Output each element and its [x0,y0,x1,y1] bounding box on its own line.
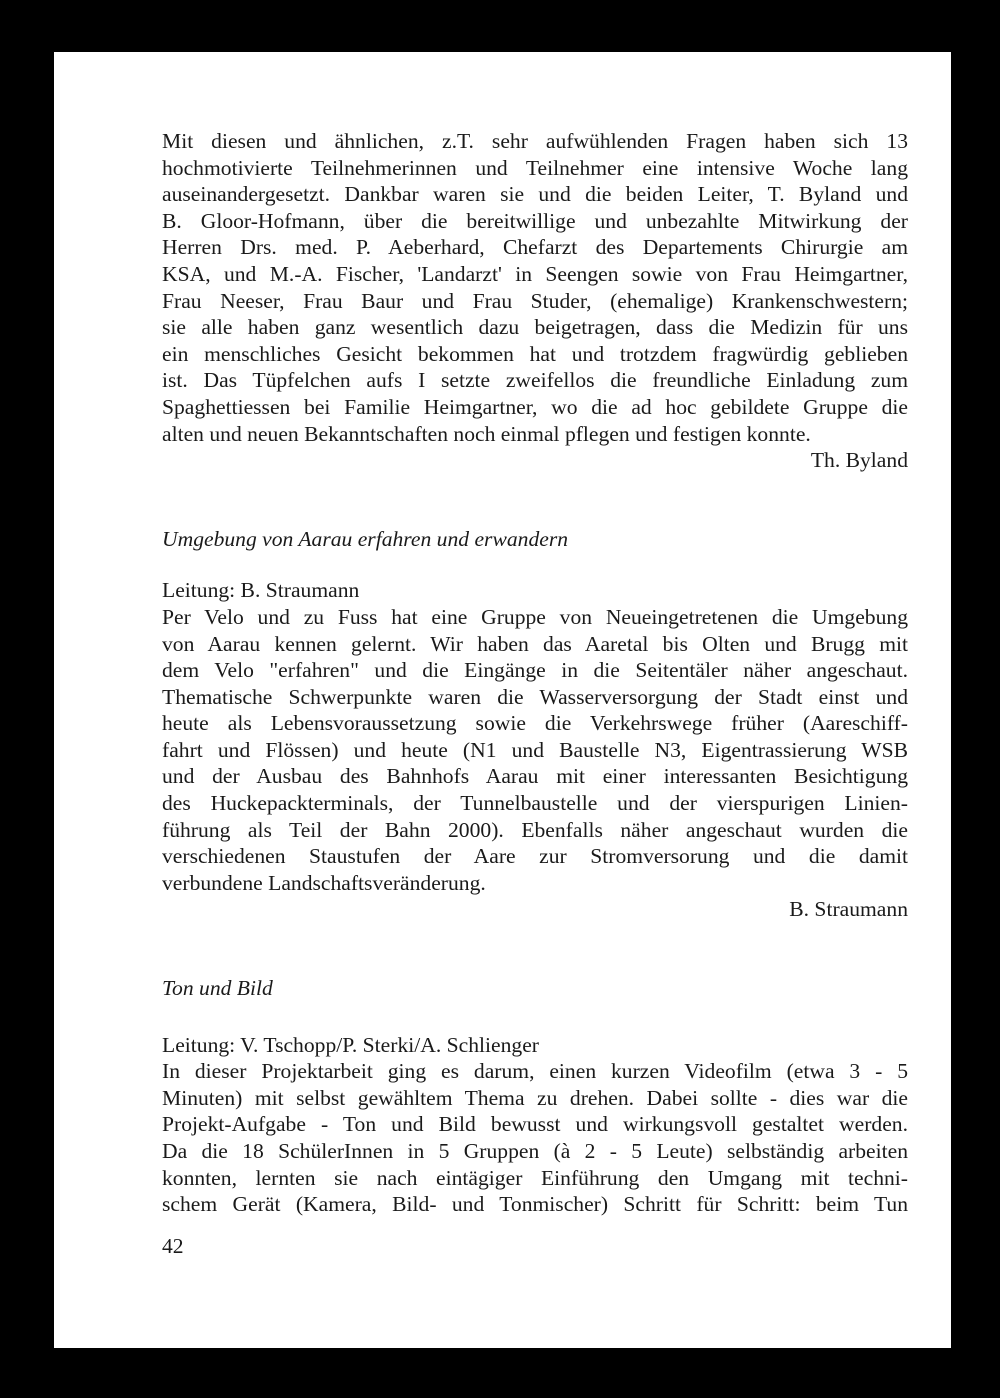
text-line: konnten, lernten sie nach eintägiger Einführung den Umgang mit techni- [162,1165,908,1190]
page-content [162,128,908,1218]
text-line: heute als Lebensvoraussetzung sowie die Verkehrswege früher (Aareschiff- [162,711,908,736]
text-line: In dieser Projektarbeit ging es darum, einen kurzen Videofilm (etwa 3 - 5 [162,1059,908,1084]
text-line: fahrt und Flössen) und heute (N1 und Baustelle N3, Eigentrassierung WSB [162,737,908,762]
text-line: schem Gerät (Kamera, Bild- und Tonmischer) Schritt für Schritt: beim Tun [162,1192,908,1217]
text-line: Thematische Schwerpunkte waren die Wasserversorgung der Stadt einst und [162,684,908,709]
text-line: B. Gloor-Hofmann, über die bereitwillige und unbezahlte Mitwirkung der [162,208,908,233]
signature-byland: Th. Byland [810,448,908,473]
text-line: ein menschliches Gesicht bekommen hat und trotzdem fragwürdig geblieben [162,341,908,366]
text-line: Spaghettiessen bei Familie Heimgartner, wo die ad hoc gebildete Gruppe die [162,394,908,419]
section-heading-umgebung: Umgebung von Aarau erfahren und erwandern [162,526,569,551]
text-line: Da die 18 SchülerInnen in 5 Gruppen (à 2 - 5 Leute) selbständig arbeiten [162,1139,908,1163]
text-line: hochmotivierte Teilnehmerinnen und Teilnehmer eine intensive Woche lang [162,155,908,180]
text-line: ist. Das Tüpfelchen aufs I setzte zweifellos die freundliche Einladung zum [162,368,908,393]
text-line: Projekt-Aufgabe - Ton und Bild bewusst und wirkungsvoll gestaltet werden. [162,1112,908,1137]
text-line: dem Velo "erfahren" und die Eingänge in die Seitentäler näher angeschaut. [162,658,908,683]
text-line: verschiedenen Staustufen der Aare zur Stromversorung und die damit [162,844,908,869]
text-line: und der Ausbau des Bahnhofs Aarau mit einer interessanten Besichtigung [162,764,908,789]
leitung-line: Leitung: V. Tschopp/P. Sterki/A. Schlienger [162,1032,539,1057]
section-umgebung [162,526,908,923]
signature-straumann: B. Straumann [789,897,908,922]
section-heading-ton-und-bild: Ton und Bild [162,976,273,1001]
section-umgebung-body [162,604,908,897]
section-ton-und-bild-body [162,1058,908,1218]
text-line: führung als Teil der Bahn 2000). Ebenfalls näher angeschaut wurden die [162,817,908,842]
section-medizin [162,128,908,474]
document-page [54,52,951,1348]
text-line: Minuten) mit selbst gewähltem Thema zu drehen. Dabei sollte - dies war die [162,1085,908,1110]
section-ton-und-bild [162,975,908,1218]
text-line: Per Velo und zu Fuss hat eine Gruppe von Neueingetretenen die Umgebung [162,604,908,629]
text-line: Frau Neeser, Frau Baur und Frau Studer, (ehemalige) Krankenschwestern; [162,288,908,313]
text-line: auseinandergesetzt. Dankbar waren sie und die beiden Leiter, T. Byland und [162,182,908,207]
section-medizin-body [162,128,908,447]
page-number: 42 [162,1234,184,1258]
text-line: verbundene Landschaftsveränderung. [162,870,486,895]
text-line: Herren Drs. med. P. Aeberhard, Chefarzt des Departements Chirurgie am [162,235,908,260]
text-line: alten und neuen Bekanntschaften noch einmal pflegen und festigen konnte. [162,421,811,446]
text-line: von Aarau kennen gelernt. Wir haben das Aaretal bis Olten und Brugg mit [162,631,908,656]
text-line: des Huckepackterminals, der Tunnelbaustelle und der vierspurigen Linien- [162,791,908,816]
text-line: KSA, und M.-A. Fischer, 'Landarzt' in Seengen sowie von Frau Heimgartner, [162,261,908,286]
leitung-line: Leitung: B. Straumann [162,578,360,603]
text-line: sie alle haben ganz wesentlich dazu beigetragen, dass die Medizin für uns [162,315,908,340]
text-line: Mit diesen und ähnlichen, z.T. sehr aufwühlenden Fragen haben sich 13 [162,129,908,153]
